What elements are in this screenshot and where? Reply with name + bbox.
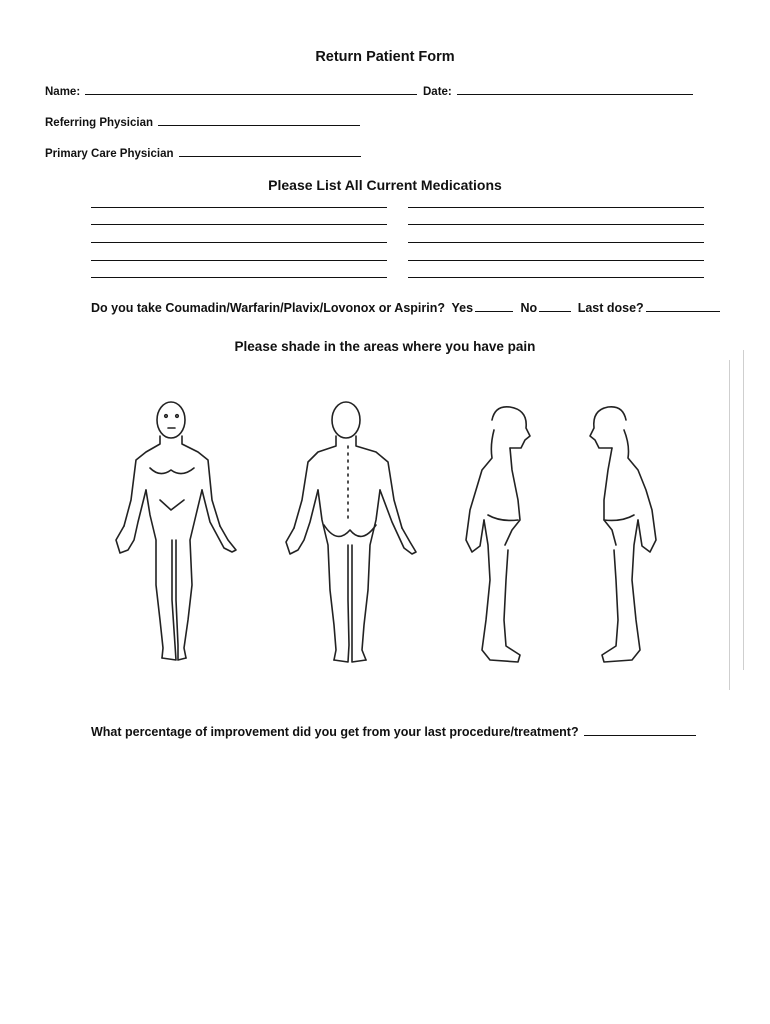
pain-map-heading: Please shade in the areas where you have pain xyxy=(234,339,536,354)
last-dose-label: Last dose? xyxy=(577,301,644,315)
no-label: No xyxy=(520,301,538,315)
back-view-figure[interactable] xyxy=(286,402,416,662)
name-label: Name: xyxy=(45,86,81,98)
blood-thinner-question-text: Do you take Coumadin/Warfarin/Plavix/Lovonox or Aspirin? xyxy=(91,301,445,315)
front-view-figure[interactable] xyxy=(116,402,236,660)
primary-care-physician-label: Primary Care Physician xyxy=(45,148,174,160)
improvement-question xyxy=(91,725,696,739)
yes-label: Yes xyxy=(451,301,474,315)
form-title: Return Patient Form xyxy=(315,49,455,65)
right-side-view-figure[interactable] xyxy=(466,407,530,662)
referring-physician-label: Referring Physician xyxy=(45,117,154,129)
improvement-question-text: What percentage of improvement did you get from your last procedure/treatment? xyxy=(91,725,579,739)
improvement-field[interactable] xyxy=(584,725,696,736)
date-label: Date: xyxy=(423,86,452,98)
medications-heading: Please List All Current Medications xyxy=(268,177,502,193)
left-side-view-figure[interactable] xyxy=(590,407,656,662)
